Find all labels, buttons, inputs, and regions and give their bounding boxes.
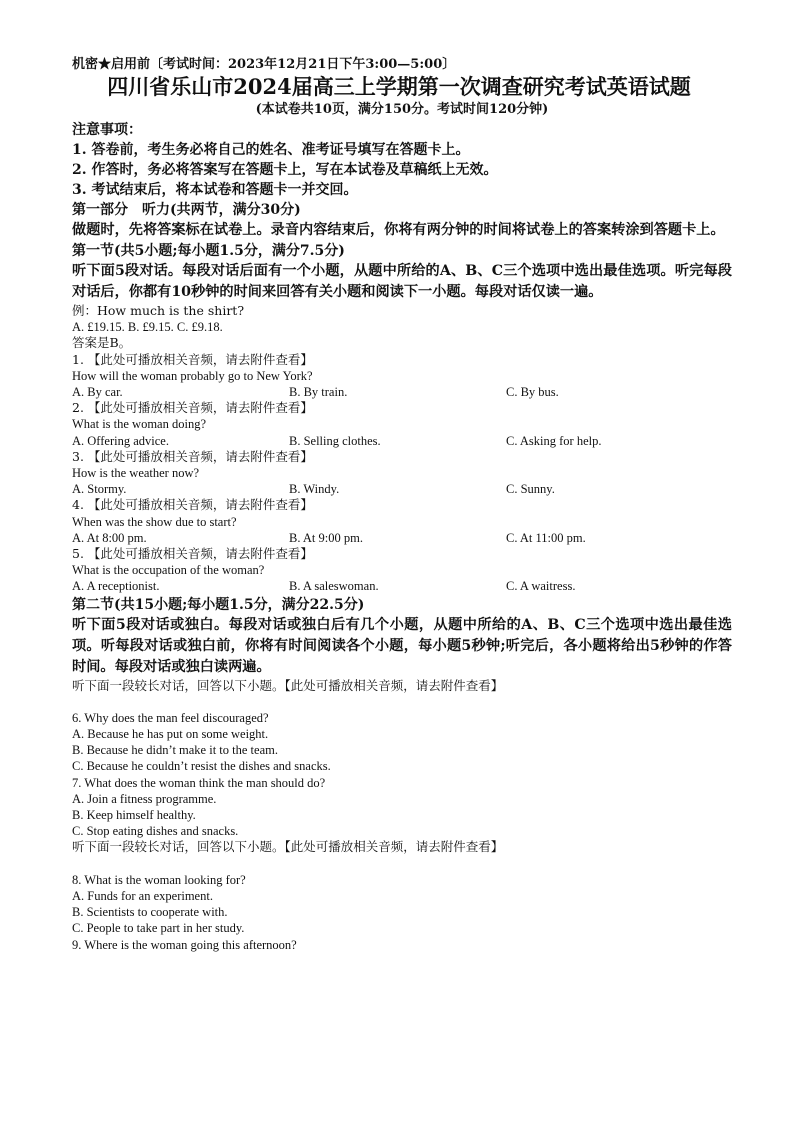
option-b: B. Selling clothes. [289,433,381,448]
option-b: B. Scientists to cooperate with. [72,905,228,920]
options-row [72,384,732,400]
question-9-stem: 9. Where is the woman going this afternoon? [72,937,297,952]
part1-heading: 第一部分 听力(共两节，满分30分) [72,202,301,218]
notice-heading: 注意事项： [72,122,142,138]
question-5 [72,546,732,595]
options-row [72,433,732,449]
options-row [72,481,732,497]
option-c: C. Stop eating dishes and snacks. [72,824,239,839]
question-7-stem: 7. What does the woman think the man should do? [72,775,326,790]
options-row [72,530,732,546]
section1-instruction: 听下面5段对话。每段对话后面有一个小题，从题中所给的A、B、C三个选项中选出最佳选项。听完每段对话后，你都有10秒钟的时间来回答有关小题和阅读下一小题。每段对话仅读一遍。 [72,263,732,300]
option-a: A. Stormy. [72,482,127,497]
option-c: C. By bus. [506,385,559,400]
notice-block [72,120,732,200]
question-stem: How will the woman probably go to New York? [72,368,313,383]
option-c: C. Asking for help. [506,433,602,448]
section2-heading: 第二节(共15小题;每小题1.5分，满分22.5分) [72,596,365,613]
audio-placeholder[interactable]: 1. 【此处可播放相关音频，请去附件查看】 [72,351,313,367]
exam-page [72,56,732,953]
question-stem: What is the woman doing? [72,417,206,432]
question-2 [72,400,732,449]
question-stem: What is the occupation of the woman? [72,563,265,578]
option-b: B. Windy. [289,482,340,497]
question-3 [72,449,732,498]
option-b: B. At 9:00 pm. [289,530,363,545]
example-answer: 答案是B。 [72,335,132,351]
option-a: A. Because he has put on some weight. [72,727,269,742]
option-a: A. At 8:00 pm. [72,530,147,545]
option-a: A. Offering advice. [72,433,169,448]
option-b: B. A saleswoman. [289,579,379,594]
example-options: A. £19.15. B. £9.15. C. £9.18. [72,320,223,335]
notice-item: 3. 考试结束后，将本试卷和答题卡一并交回。 [72,182,358,198]
option-c: C. Sunny. [506,482,555,497]
option-c: C. People to take part in her study. [72,921,245,936]
confidential-line: 机密★启用前〔考试时间：2023年12月21日下午3:00—5:00〕 [72,57,456,72]
dialogue-intro[interactable]: 听下面一段较长对话，回答以下小题。【此处可播放相关音频，请去附件查看】 [72,839,504,855]
question-8-stem: 8. What is the woman looking for? [72,872,246,887]
option-b: B. By train. [289,385,348,400]
option-a: A. By car. [72,385,123,400]
option-c: C. Because he couldn’t resist the dishes and snacks. [72,759,331,774]
section2-instruction: 听下面5段对话或独白。每段对话或独白后有几个小题，从题中所给的A、B、C三个选项中选出最佳选项。听每段对话或独白前，你将有时间阅读各个小题，每小题5秒钟;听完后，各小题将给出5秒钟的作答时间。每段对话或独白读两遍。 [72,616,732,675]
option-c: C. A waitress. [506,579,576,594]
question-6-stem: 6. Why does the man feel discouraged? [72,710,269,725]
option-a: A. Join a fitness programme. [72,791,217,806]
dialogue-intro[interactable]: 听下面一段较长对话，回答以下小题。【此处可播放相关音频，请去附件查看】 [72,677,504,693]
audio-placeholder[interactable]: 5. 【此处可播放相关音频，请去附件查看】 [72,546,313,562]
part1-instruction: 做题时，先将答案标在试卷上。录音内容结束后，你将有两分钟的时间将试卷上的答案转涂到答题卡上。 [72,222,725,238]
notice-item: 2. 作答时，务必将答案写在答题卡上，写在本试卷及草稿纸上无效。 [72,162,498,178]
option-a: A. Funds for an experiment. [72,888,213,903]
page-subtitle: (本试卷共10页，满分150分。考试时间120分钟) [255,102,549,117]
audio-placeholder[interactable]: 3. 【此处可播放相关音频，请去附件查看】 [72,448,313,464]
question-4 [72,497,732,546]
question-stem: How is the weather now? [72,466,200,481]
question-stem: When was the show due to start? [72,514,237,529]
section1-heading: 第一节(共5小题;每小题1.5分，满分7.5分) [72,243,345,259]
notice-item: 1. 答卷前，考生务必将自己的姓名、准考证号填写在答题卡上。 [72,142,470,158]
option-b: B. Because he didn’t make it to the team. [72,743,278,758]
question-1 [72,352,732,401]
options-row [72,578,732,594]
option-a: A. A receptionist. [72,579,160,594]
page-title: 四川省乐山市2024届高三上学期第一次调查研究考试英语试题 [107,74,691,99]
option-c: C. At 11:00 pm. [506,530,586,545]
option-b: B. Keep himself healthy. [72,808,196,823]
audio-placeholder[interactable]: 2. 【此处可播放相关音频，请去附件查看】 [72,400,313,416]
example-question: 例：How much is the shirt? [72,303,245,318]
audio-placeholder[interactable]: 4. 【此处可播放相关音频，请去附件查看】 [72,497,313,513]
